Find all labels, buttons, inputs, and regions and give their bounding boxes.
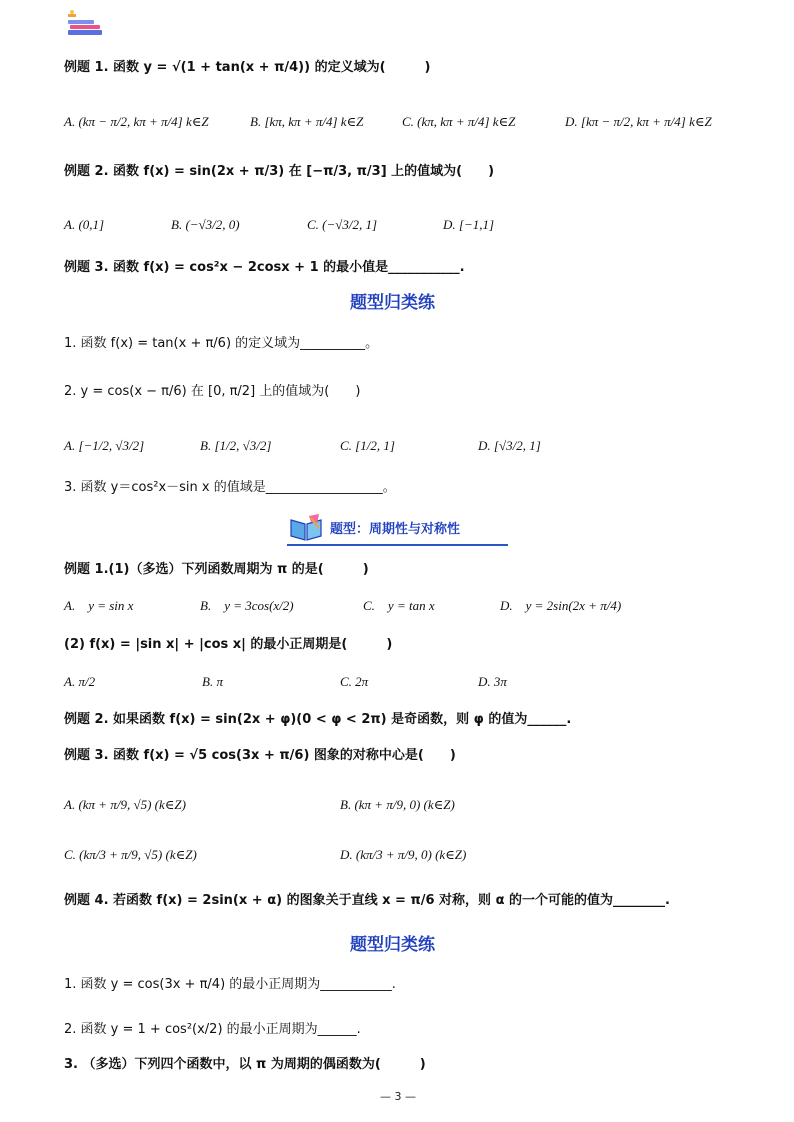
period-example-3-option-a: A. (kπ + π/9, √5) (k∈Z) [64,797,186,812]
example-1-option-d: D. [kπ − π/2, kπ + π/4] k∈Z [565,114,712,129]
period-example-3-question: 例题 3. 函数 f(x) = √5 cos(3x + π/6) 图象的对称中心是( ) [64,748,456,763]
example-2-option-d: D. [−1,1] [443,217,495,232]
period-example-3-option-d: D. (kπ/3 + π/9, 0) (k∈Z) [340,847,467,862]
example-2-option-b: B. (−√3/2, 0) [171,217,240,232]
banner-title: 题型：周期性与对称性 [330,522,461,537]
banner-underline [287,544,508,546]
practice-3-question: 3. 函数 y＝cos²x－sin x 的值域是__________________。 [64,480,396,495]
stacked-books-icon [66,8,106,40]
practice-2-option-b: B. [1/2, √3/2] [200,438,272,453]
example-2-option-c: C. (−√3/2, 1] [307,217,378,232]
period-example-1-option-b: B. y = 3cos(x/2) [200,598,294,613]
practice-2-option-d: D. [√3/2, 1] [478,438,541,453]
section-title-practice-1: 题型归类练 [350,293,435,313]
practice-2-option-a: A. [−1/2, √3/2] [64,438,145,453]
period-example-1b-option-c: C. 2π [340,674,369,689]
period-example-1-question: 例题 1.(1)（多选）下列函数周期为 π 的是( ) [64,562,369,577]
example-1-option-a: A. (kπ − π/2, kπ + π/4] k∈Z [64,114,209,129]
example-2-question: 例题 2. 函数 f(x) = sin(2x + π/3) 在 [−π/3, π/3] 上的值域为( ) [64,164,495,179]
open-book-icon [289,512,323,542]
example-2-option-a: A. (0,1] [64,217,105,232]
period-practice-1-question: 1. 函数 y = cos(3x + π/4) 的最小正周期为___________. [64,977,396,992]
practice-2-question: 2. y = cos(x − π/6) 在 [0, π/2] 上的值域为( ) [64,384,361,399]
period-practice-2-question: 2. 函数 y = 1 + cos²(x/2) 的最小正周期为______. [64,1022,361,1037]
period-practice-3-question: 3. （多选）下列四个函数中，以 π 为周期的偶函数为( ) [64,1057,426,1072]
period-example-1b-option-b: B. π [202,674,223,689]
page-number: — 3 — [380,1090,416,1103]
example-1-option-b: B. [kπ, kπ + π/4] k∈Z [250,114,364,129]
example-1-question: 例题 1. 函数 y = √(1 + tan(x + π/4)) 的定义域为( ) [64,60,431,75]
example-3-question: 例题 3. 函数 f(x) = cos²x − 2cosx + 1 的最小值是___________. [64,260,465,275]
period-example-1-option-a: A. y = sin x [64,598,134,613]
period-example-3-option-b: B. (kπ + π/9, 0) (k∈Z) [340,797,455,812]
section-title-practice-2: 题型归类练 [350,935,435,955]
period-example-4-question: 例题 4. 若函数 f(x) = 2sin(x + α) 的图象关于直线 x = π/6 对称，则 α 的一个可能的值为________. [64,893,670,908]
period-example-1-option-c: C. y = tan x [363,598,435,613]
period-example-3-option-c: C. (kπ/3 + π/9, √5) (k∈Z) [64,847,197,862]
period-example-1-option-d: D. y = 2sin(2x + π/4) [500,598,622,613]
period-example-1b-option-d: D. 3π [478,674,507,689]
example-1-option-c: C. (kπ, kπ + π/4] k∈Z [402,114,516,129]
period-example-1b-option-a: A. π/2 [64,674,96,689]
period-example-1b-question: (2) f(x) = |sin x| + |cos x| 的最小正周期是( ) [64,637,393,652]
practice-1-question: 1. 函数 f(x) = tan(x + π/6) 的定义域为__________。 [64,336,379,351]
practice-2-option-c: C. [1/2, 1] [340,438,395,453]
period-example-2-question: 例题 2. 如果函数 f(x) = sin(2x + φ)(0 < φ < 2π) 是奇函数，则 φ 的值为______. [64,712,572,727]
